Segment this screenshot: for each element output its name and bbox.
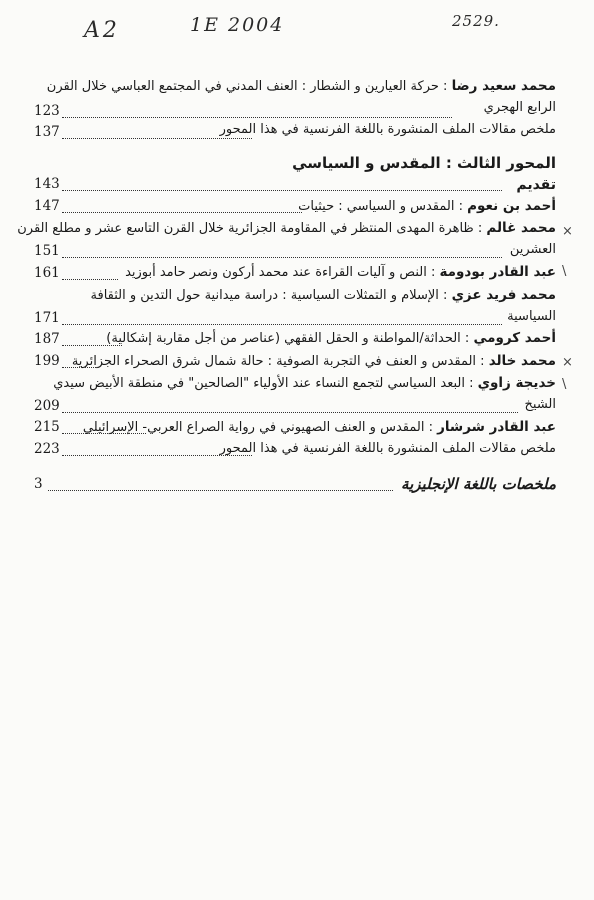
toc-entry-line: [17, 220, 556, 237]
dot-leader: [62, 117, 452, 118]
entry-title: : المقدس و السياسي : حيثيات: [298, 199, 468, 214]
entry-author: خديجة زاوي: [477, 375, 556, 391]
toc-entry-continuation: [104, 397, 556, 413]
dot-leader: [62, 367, 98, 368]
entry-title-cont: السياسية: [507, 309, 556, 324]
entry-title: ملخص مقالات الملف المنشورة باللغة الفرنسية في هذا المحور: [219, 122, 556, 137]
entry-author: أحمد كرومي: [473, 330, 556, 346]
handwritten-mark: ×: [562, 355, 573, 370]
toc-entry-continuation: [104, 100, 556, 116]
page-number: 199: [34, 353, 60, 369]
entry-title: : حركة العيارين و الشطار : العنف المدني في المجتمع العباسي خلال القرن: [46, 79, 452, 94]
entry-title: : الإسلام و التمثلات السياسية : دراسة ميدانية حول التدين و الثقافة: [90, 288, 452, 303]
page-number: 161: [34, 265, 60, 281]
entry-author: محمد سعيد رضا: [451, 78, 556, 94]
dot-leader: [62, 455, 252, 456]
entry-author: محمد فريد عزي: [451, 287, 556, 303]
dot-leader: [62, 257, 502, 258]
toc-entry-continuation: [104, 309, 556, 325]
entry-author: أحمد بن نعوم: [467, 198, 556, 214]
entry-author: محمد خالد: [488, 353, 556, 369]
entry-author: عبد القادر بودومة: [439, 264, 556, 280]
entry-title: : البعد السياسي لتجمع النساء عند الأولياء "الصالحين" في منطقة الأبيض سيدي: [53, 376, 478, 391]
entry-author: عبد القادر شرشار: [437, 419, 556, 435]
page-number: 147: [34, 198, 60, 214]
toc-entry-line: [34, 78, 556, 95]
toc-entry-line: [34, 287, 556, 304]
dot-leader: [62, 212, 302, 213]
intro-title: تقديم: [516, 177, 556, 193]
page-number: 223: [34, 441, 60, 457]
toc-entry-line: [34, 353, 556, 370]
page-number: 215: [34, 419, 60, 435]
dot-leader: [62, 433, 146, 434]
toc-entry-line: [34, 122, 556, 138]
entry-title: : النص و آليات القراءة عند محمد أركون ونصر حامد أبوزيد: [125, 265, 440, 280]
entry-title: : المقدس و العنف في التجربة الصوفية : حالة شمال شرق الصحراء الجزائرية: [71, 354, 489, 369]
handwritten-number: 2529.: [452, 12, 500, 30]
section-title: المحور الثالث : المقدس و السياسي: [292, 154, 556, 172]
dot-leader: [62, 412, 518, 413]
entry-title: : ظاهرة المهدى المنتظر في المقاومة الجزائرية خلال القرن التاسع عشر و مطلع القرن: [17, 221, 487, 236]
entry-title-cont: الرابع الهجري: [483, 100, 556, 115]
handwritten-date: 1E 2004: [190, 14, 285, 36]
english-summaries-title: ملخصات باللغة الإنجليزية: [401, 475, 556, 493]
entry-title: ملخص مقالات الملف المنشورة باللغة الفرنسية في هذا المحور: [219, 441, 556, 456]
entry-title-cont: الشيخ: [524, 397, 556, 412]
page-number: 209: [34, 398, 60, 414]
page-number: 151: [34, 243, 60, 259]
entry-author: محمد غالم: [486, 220, 556, 236]
dot-leader: [62, 324, 502, 325]
handwritten-mark: \: [562, 377, 567, 392]
page-number: 187: [34, 331, 60, 347]
entry-title: : المقدس و العنف الصهيوني في رواية الصراع العربي- الإسرائيلي: [82, 420, 438, 435]
handwritten-mark: \: [562, 264, 567, 279]
toc-entry-line: [34, 375, 556, 392]
page-number: 143: [34, 176, 60, 192]
dot-leader: [62, 345, 122, 346]
page-number: 137: [34, 124, 60, 140]
page-number: 123: [34, 103, 60, 119]
handwritten-mark: ×: [562, 224, 573, 239]
entry-title-cont: العشرين: [509, 242, 556, 257]
dot-leader: [62, 138, 252, 139]
dot-leader: [62, 279, 118, 280]
toc-entry-continuation: [104, 242, 556, 258]
dot-leader: [62, 190, 502, 191]
handwritten-code: A2: [84, 18, 120, 43]
dot-leader: [48, 490, 393, 491]
entry-title: : الحداثة/المواطنة و الحقل الفقهي (عناصر من أجل مقاربة إشكالية): [106, 331, 474, 346]
page-number: 171: [34, 310, 60, 326]
page-number: 3: [34, 476, 43, 492]
